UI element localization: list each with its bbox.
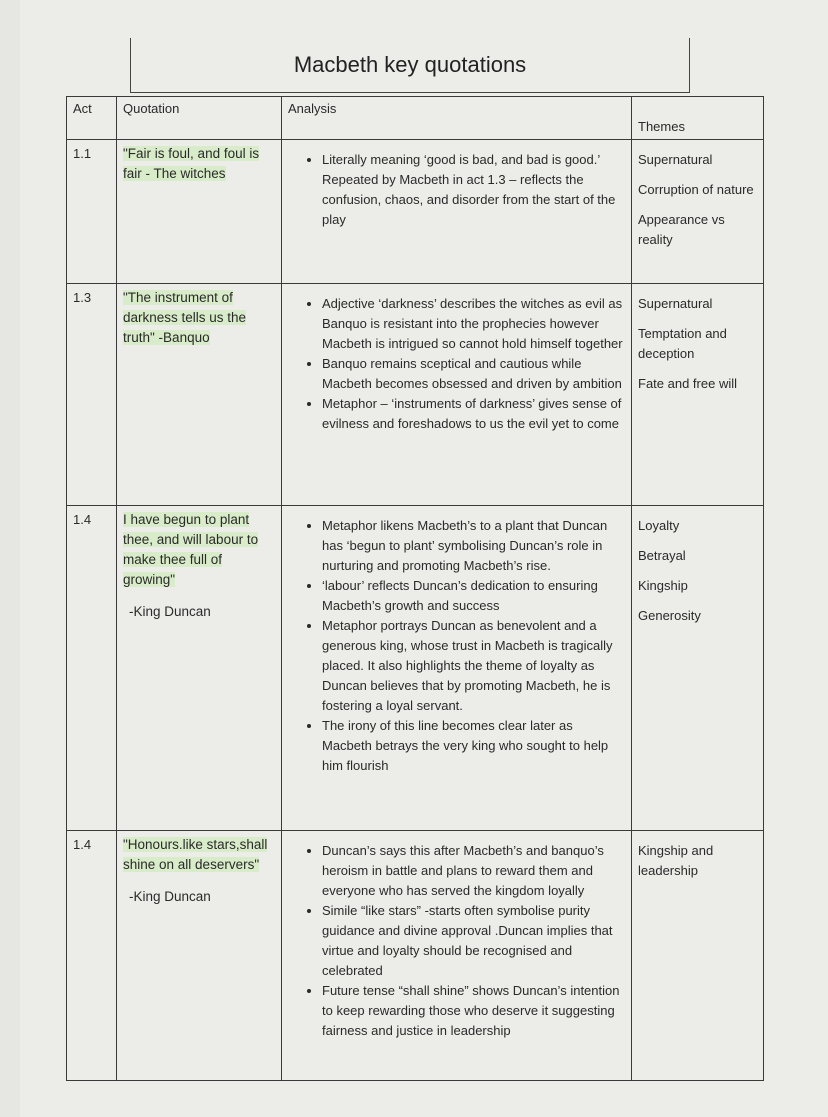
analysis-point: • ‘labour’ reflects Duncan’s dedication to ensuring Macbeth’s growth and success	[322, 576, 625, 616]
act-cell	[67, 831, 117, 1081]
theme-label: Supernatural	[638, 152, 713, 167]
analysis-point: Repeated by Macbeth in act 1.3 – reflects the confusion, chaos, and disorder from the start of the play	[322, 172, 616, 227]
table-row	[67, 831, 764, 1081]
act-number: 1.1	[73, 146, 92, 161]
themes-cell	[632, 831, 764, 1081]
act-number: 1.3	[73, 290, 92, 305]
theme-label: Betrayal	[638, 548, 686, 563]
table-row	[67, 284, 764, 506]
analysis-point: • Simile “like stars” -starts often symbolise purity guidance and divine approval .Duncan implies that virtue and loyalty should be recognised and celebrated	[322, 901, 625, 981]
analysis-point: • Future tense “shall shine” shows Duncan’s intention to keep rewarding those who deserve it suggesting fairness and justice in leadership	[322, 981, 625, 1041]
table-row	[67, 140, 764, 284]
quotation-text: "Fair is foul, and foul is fair - The witches	[123, 146, 260, 181]
analysis-point: • Metaphor likens Macbeth’s to a plant that Duncan has ‘begun to plant’ symbolising Duncan’s role in nurturing and promoting Macbeth’s rise.	[322, 516, 625, 576]
theme-label: Temptation and deception	[638, 326, 727, 361]
themes-cell	[632, 284, 764, 506]
analysis-point: • Duncan’s says this after Macbeth’s and banquo’s heroism in battle and plans to reward them and everyone who has served the kingdom loyally	[322, 841, 625, 901]
act-cell	[67, 284, 117, 506]
page-title: Macbeth key quotations	[293, 52, 527, 77]
header-act: Act	[67, 97, 117, 140]
analysis-point: • Banquo remains sceptical and cautious while Macbeth becomes obsessed and driven by ambition	[322, 354, 625, 394]
analysis-cell	[282, 831, 632, 1081]
themes-cell	[632, 140, 764, 284]
quotation-cell	[117, 831, 282, 1081]
speaker: -King Duncan	[129, 604, 211, 619]
header-analysis: Analysis	[282, 97, 632, 140]
act-cell	[67, 140, 117, 284]
act-number: 1.4	[73, 837, 92, 852]
quotation-text: "Honours.like stars,shall shine on all deservers"	[123, 837, 268, 872]
analysis-cell	[282, 140, 632, 284]
theme-label: Loyalty	[638, 518, 680, 533]
theme-label: Fate and free will	[638, 376, 737, 391]
theme-label: Generosity	[638, 608, 701, 623]
quotation-cell	[117, 140, 282, 284]
analysis-cell	[282, 284, 632, 506]
header-themes: Themes	[632, 97, 764, 140]
speaker: -King Duncan	[129, 889, 211, 904]
analysis-point: • The irony of this line becomes clear later as Macbeth betrays the very king who sought to help him flourish	[322, 716, 625, 776]
quotation-text: I have begun to plant thee, and will labour to make thee full of growing"	[123, 512, 259, 587]
analysis-point: • Metaphor portrays Duncan as benevolent and a generous king, whose trust in Macbeth is tragically placed. It also highlights the theme of loyalty as Duncan believes that by promoting Macbeth, he is fostering a loyal servant.	[322, 616, 625, 716]
title-box	[130, 38, 690, 93]
analysis-point: • Metaphor – ‘instruments of darkness’ gives sense of evilness and foreshadows to us the evil yet to come	[322, 394, 625, 434]
quotation-cell	[117, 284, 282, 506]
analysis-point: • Literally meaning ‘good is bad, and bad is good.’	[322, 150, 625, 170]
theme-label: Supernatural	[638, 296, 713, 311]
quotations-table	[66, 96, 764, 1081]
table-row	[67, 506, 764, 831]
theme-label: Kingship and leadership	[638, 843, 714, 878]
header-quotation: Quotation	[117, 97, 282, 140]
themes-cell	[632, 506, 764, 831]
theme-label: Corruption of nature	[638, 182, 754, 197]
quotation-cell	[117, 506, 282, 831]
act-number: 1.4	[73, 512, 92, 527]
theme-label: Appearance vs reality	[638, 212, 725, 247]
theme-label: Kingship	[638, 578, 688, 593]
analysis-point: • Adjective ‘darkness’ describes the witches as evil as Banquo is resistant into the prophecies however Macbeth is intrigued so cannot hold himself together	[322, 294, 625, 354]
analysis-cell	[282, 506, 632, 831]
quotation-text: "The instrument of darkness tells us the truth" -Banquo	[123, 290, 247, 345]
table-header-row	[67, 97, 764, 140]
act-cell	[67, 506, 117, 831]
